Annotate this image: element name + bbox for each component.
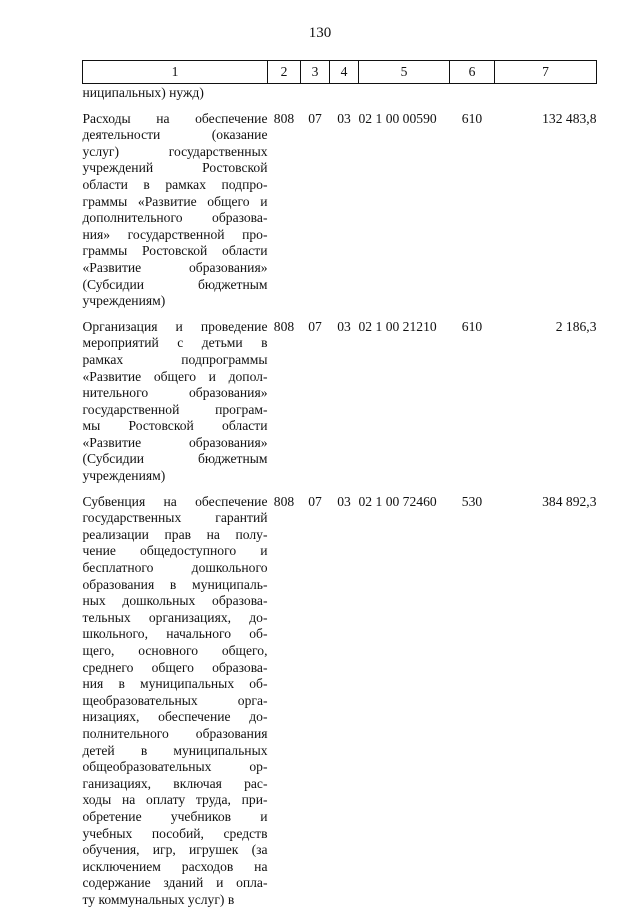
page-number: 130 <box>308 25 332 41</box>
description-line: дополнительного образова- <box>82 210 268 226</box>
table-row <box>83 102 597 310</box>
column-header-4: 4 <box>330 61 359 84</box>
description-line: исключением расходов на <box>82 858 268 874</box>
description-line: содержание зданий и опла- <box>82 875 268 891</box>
description-line: учреждениям) <box>82 468 166 484</box>
column-header-7: 7 <box>495 61 597 84</box>
cell-c5: 02 1 00 72460 <box>358 493 437 509</box>
cell-c4: 03 <box>337 110 351 126</box>
cell-c5: 02 1 00 00590 <box>358 110 437 126</box>
description-line: ту коммунальных услуг) в <box>82 891 235 907</box>
description-line: образования в муниципаль- <box>82 576 268 592</box>
column-header-3: 3 <box>301 61 330 84</box>
description-line: ния в муниципальных об- <box>82 676 268 692</box>
description-line: детей в муниципальных <box>82 742 268 758</box>
description-line: Организация и проведение <box>82 318 268 334</box>
description-line: нительного образования» <box>82 385 268 401</box>
cell-c6: 610 <box>461 110 483 126</box>
column-header-1: 1 <box>83 61 268 84</box>
table-header <box>83 61 597 84</box>
description-line: щего, основного общего, <box>82 643 268 658</box>
budget-table <box>82 60 597 909</box>
description-line: рамках подпрограммы <box>82 351 268 367</box>
cell-c2: 808 <box>273 318 295 334</box>
cell-c2: 808 <box>273 110 295 126</box>
description-line: учреждений Ростовской <box>82 160 268 176</box>
description-line: ганизациях, включая рас- <box>82 775 268 791</box>
description-line: низациях, обеспечение до- <box>82 709 268 725</box>
description-line: ных дошкольных образова- <box>82 593 268 609</box>
description-line: реализации прав на полу- <box>82 526 268 542</box>
description-line: государственной програм- <box>82 401 268 417</box>
description-line: обучения, игр, игрушек (за <box>82 842 268 858</box>
description-line: обретение учебников и <box>82 808 268 824</box>
description-line: (Субсидии бюджетным <box>82 451 268 467</box>
row-description <box>83 102 268 310</box>
description-line: (Субсидии бюджетным <box>82 276 268 292</box>
description-line: ния» государственной про- <box>82 226 268 242</box>
cell-c6: 610 <box>461 318 483 334</box>
description-line: граммы «Развитие общего и <box>82 193 268 209</box>
description-line: мы Ростовской области <box>82 418 268 434</box>
column-header-2: 2 <box>268 61 301 84</box>
cell-c4: 03 <box>337 493 351 509</box>
description-line: «Развитие общего и допол- <box>82 368 268 384</box>
description-line: чение общедоступного и <box>82 543 268 559</box>
cell-c7: 2 186,3 <box>555 318 597 334</box>
cell-c7: 384 892,3 <box>542 493 597 509</box>
cell-c2: 808 <box>273 493 295 509</box>
description-line: ходы на оплату труда, при- <box>82 792 268 808</box>
column-header-6: 6 <box>450 61 495 84</box>
description-line: деятельности (оказание <box>82 127 268 143</box>
description-line: государственных гарантий <box>82 510 268 526</box>
table-row <box>83 310 597 485</box>
description-line: школьного, начального об- <box>82 626 268 642</box>
description-line: тельных организациях, до- <box>82 609 268 625</box>
description-line: «Развитие образования» <box>82 259 268 275</box>
cell-c4: 03 <box>337 318 351 334</box>
cell-c6: 530 <box>461 493 483 509</box>
description-line: услуг) государственных <box>82 143 268 159</box>
description-line: области в рамках подпро- <box>82 176 268 192</box>
cell-c5: 02 1 00 21210 <box>358 318 437 334</box>
continuation-row <box>83 84 597 102</box>
description-line: учебных пособий, средств <box>82 825 268 841</box>
description-line: учреждениям) <box>82 293 166 309</box>
description-line: среднего общего образова- <box>82 659 268 675</box>
row-description <box>83 310 268 485</box>
table-body <box>83 84 597 909</box>
description-line: общеобразовательных ор- <box>82 759 268 775</box>
description-line: Субвенция на обеспечение <box>82 493 268 509</box>
description-line: бесплатного дошкольного <box>82 560 268 576</box>
description-line: щеобразовательных орга- <box>82 692 268 708</box>
column-header-5: 5 <box>359 61 450 84</box>
description-line: полнительного образования <box>82 725 268 741</box>
row-description <box>83 485 268 909</box>
description-line: Расходы на обеспечение <box>82 110 268 126</box>
cell-c3: 07 <box>308 318 322 334</box>
continuation-text: ниципальных) нужд) <box>82 85 204 100</box>
description-line: «Развитие образования» <box>82 434 268 450</box>
cell-c3: 07 <box>308 110 322 126</box>
description-line: граммы Ростовской области <box>82 243 268 259</box>
cell-c7: 132 483,8 <box>542 110 597 126</box>
table-row <box>83 485 597 909</box>
description-line: мероприятий с детьми в <box>82 335 268 351</box>
cell-c3: 07 <box>308 493 322 509</box>
